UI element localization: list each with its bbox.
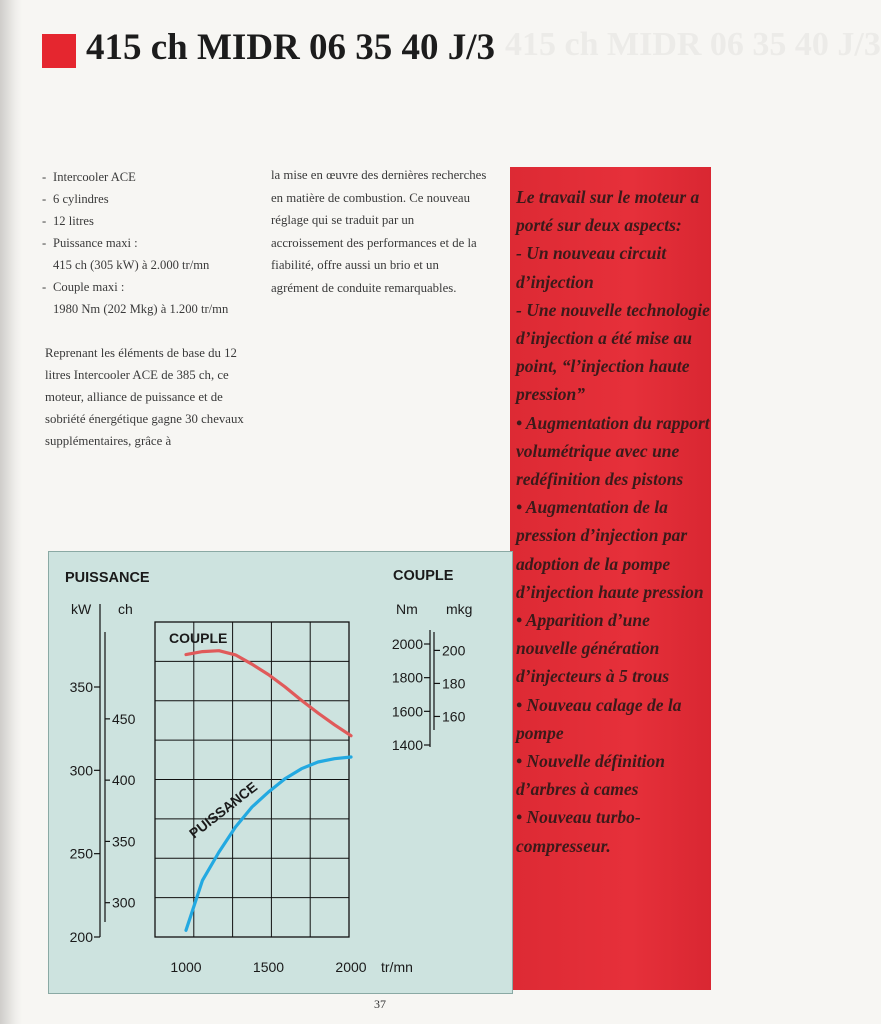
- spec-text: Intercooler ACE: [53, 170, 136, 184]
- mkg-tick-label: 180: [442, 675, 466, 692]
- spec-item: [42, 188, 228, 210]
- couple-series-label: COUPLE: [169, 630, 228, 646]
- spec-dash: -: [42, 214, 47, 228]
- sidebar-red-box: [510, 167, 711, 990]
- spec-text: Couple maxi :: [53, 280, 125, 294]
- chart-svg: [49, 552, 514, 995]
- sidebar-line: • Nouveau turbo-compresseur.: [516, 807, 641, 856]
- spec-item: [42, 166, 228, 188]
- sidebar-line: • Augmentation de la pression d’injection par adoption de la pompe d’injection haute pression: [516, 497, 704, 602]
- nm-tick-label: 1600: [391, 703, 423, 720]
- paragraph-continued: la mise en œuvre des dernières recherches en matière de combustion. Ce nouveau réglage qui se traduit par un accroissement des performances et de la fiabilité, offre aussi un brio et un agrément de conduite remarquables.: [271, 168, 487, 295]
- sidebar-line: • Augmentation du rapport volumétrique avec une redéfinition des pistons: [516, 412, 710, 490]
- ch-tick-label: 400: [112, 772, 136, 789]
- spec-item: [42, 276, 228, 298]
- right-axis-title: COUPLE: [393, 568, 454, 584]
- sidebar-line: • Nouvelle définition d’arbres à cames: [516, 751, 666, 800]
- mkg-unit-label: mkg: [446, 601, 473, 617]
- spec-text: 1980 Nm (202 Mkg) à 1.200 tr/mn: [53, 302, 229, 316]
- spec-dash: -: [42, 236, 47, 250]
- kw-tick-label: 300: [69, 762, 93, 779]
- spec-text: 12 litres: [53, 214, 94, 228]
- engine-chart: [48, 551, 513, 994]
- sidebar-line: - Un nouveau circuit d’injection: [516, 243, 667, 292]
- sidebar-text: [516, 183, 712, 860]
- x-tick-label: 2000: [335, 959, 367, 975]
- ch-tick-label: 450: [112, 710, 136, 727]
- x-unit-label: tr/mn: [381, 959, 413, 975]
- mkg-tick-label: 160: [442, 708, 466, 725]
- title-red-square: [42, 34, 76, 68]
- spec-text: 415 ch (305 kW) à 2.000 tr/mn: [53, 258, 210, 272]
- kw-tick-label: 200: [69, 929, 93, 945]
- show-through-text: 415 ch MIDR 06 35 40 J/3: [505, 26, 881, 63]
- kw-tick-label: 350: [69, 679, 93, 695]
- left-axis-title: PUISSANCE: [65, 570, 150, 586]
- mkg-tick-label: 200: [442, 642, 466, 659]
- ch-tick-label: 300: [112, 894, 136, 911]
- spec-list: [42, 166, 228, 320]
- book-spine-shadow: [0, 0, 22, 1024]
- x-tick-label: 1000: [170, 959, 202, 975]
- spec-item: [42, 232, 228, 254]
- sidebar-line: Le travail sur le moteur a porté sur deux aspects:: [516, 187, 700, 236]
- spec-text: Puissance maxi :: [53, 236, 138, 250]
- ch-unit-label: ch: [118, 601, 133, 617]
- spec-item: [42, 210, 228, 232]
- nm-tick-label: 2000: [391, 636, 423, 652]
- spec-item: [42, 254, 228, 276]
- spec-item: [42, 298, 228, 320]
- nm-unit-label: Nm: [396, 601, 418, 617]
- spec-dash: -: [42, 170, 47, 184]
- nm-tick-label: 1800: [391, 669, 423, 686]
- sidebar-line: • Nouveau calage de la pompe: [516, 694, 682, 743]
- kw-unit-label: kW: [71, 601, 92, 617]
- kw-tick-label: 250: [69, 845, 93, 862]
- paragraph-intro: Reprenant les éléments de base du 12 litres Intercooler ACE de 385 ch, ce moteur, alliance de puissance et de sobriété énergétique gagne 30 chevaux supplémentaires, grâce à: [45, 346, 244, 448]
- x-tick-label: 1500: [252, 959, 285, 975]
- page-title: 415 ch MIDR 06 35 40 J/3: [86, 27, 496, 68]
- sidebar-line: - Une nouvelle technologie d’injection a été mise au point, “l’injection haute pression”: [516, 299, 710, 405]
- spec-text: 6 cylindres: [53, 192, 109, 206]
- nm-tick-label: 1400: [391, 737, 423, 753]
- couple-line: [186, 651, 351, 736]
- spec-dash: -: [42, 192, 47, 206]
- ch-tick-label: 350: [112, 833, 136, 850]
- spec-dash: -: [42, 280, 47, 294]
- sidebar-line: • Apparition d’une nouvelle génération d’injecteurs à 5 trous: [516, 610, 670, 687]
- puissance-series-label: PUISSANCE: [185, 778, 261, 842]
- page-number: 37: [374, 997, 386, 1011]
- puissance-line: [186, 757, 351, 930]
